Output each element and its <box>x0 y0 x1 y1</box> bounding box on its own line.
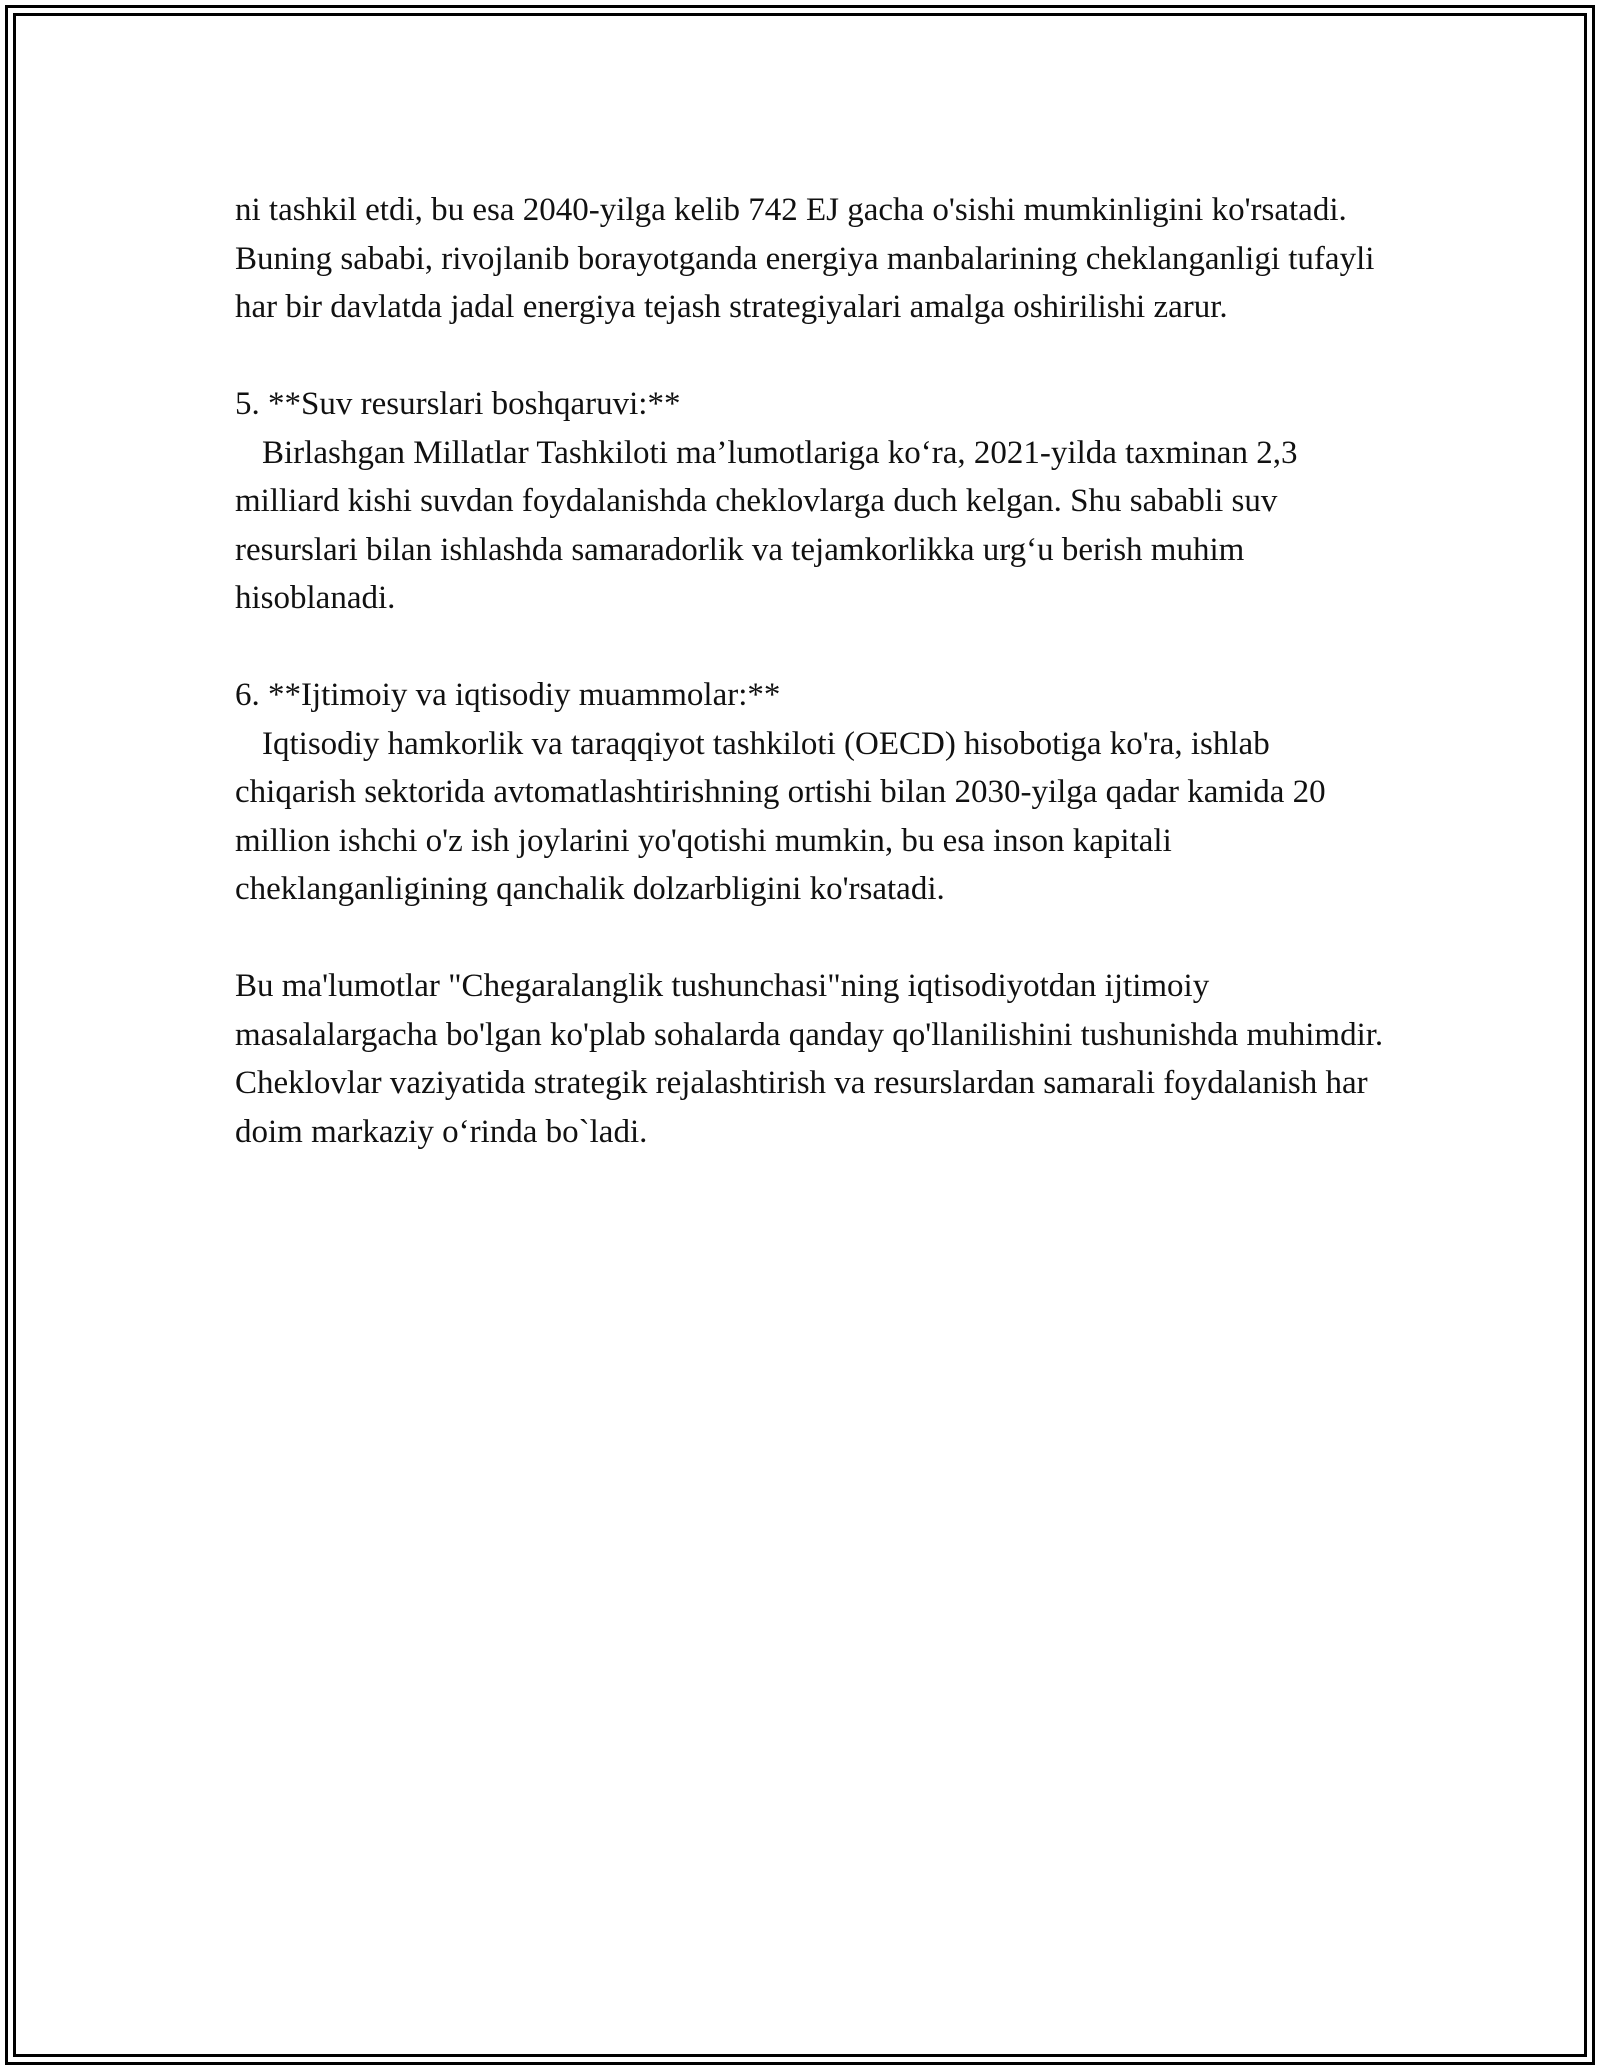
section-heading: 6. **Ijtimoiy va iqtisodiy muammolar:** <box>235 677 781 713</box>
section-body: Birlashgan Millatlar Tashkiloti ma’lumotlariga ko‘ra, 2021-yilda taxminan 2,3 milliard kishi suvdan foydalanishda cheklovlarga duch kelgan. Shu sababli suv resurslari bilan ishlashda samaradorlik va tejamkorlikka urg‘u berish muhim hisoblanadi. <box>235 434 1306 616</box>
section-heading: 5. **Suv resurslari boshqaruvi:** <box>235 386 681 422</box>
conclusion-paragraph: Bu ma'lumotlar "Chegaralanglik tushunchasi"ning iqtisodiyotdan ijtimoiy masalalargacha bo'lgan ko'plab sohalarda qanday qo'llanilishini tushunishda muhimdir. Cheklovlar vaziyatida strategik rejalashtirish va resurslardan samarali foydalanish har doim markaziy o‘rinda bo`ladi. <box>235 968 1392 1150</box>
section-water-resources <box>235 380 1385 623</box>
intro-paragraph: ni tashkil etdi, bu esa 2040-yilga kelib 742 EJ gacha o'sishi mumkinligini ko'rsatadi. Buning sababi, rivojlanib borayotganda energiya manbalarining cheklanganligi tufayli har bir davlatda jadal energiya tejash strategiyalari amalga oshirilishi zarur. <box>235 192 1383 325</box>
section-social-economic <box>235 671 1385 914</box>
document-body <box>235 186 1392 1205</box>
section-body: Iqtisodiy hamkorlik va taraqqiyot tashkiloti (OECD) hisobotiga ko'ra, ishlab chiqarish sektorida avtomatlashtirishning ortishi bilan 2030-yilga qadar kamida 20 million ishchi o'z ish joylarini yo'qotishi mumkin, bu esa inson kapitali cheklanganligining qanchalik dolzarbligini ko'rsatadi. <box>235 725 1334 907</box>
